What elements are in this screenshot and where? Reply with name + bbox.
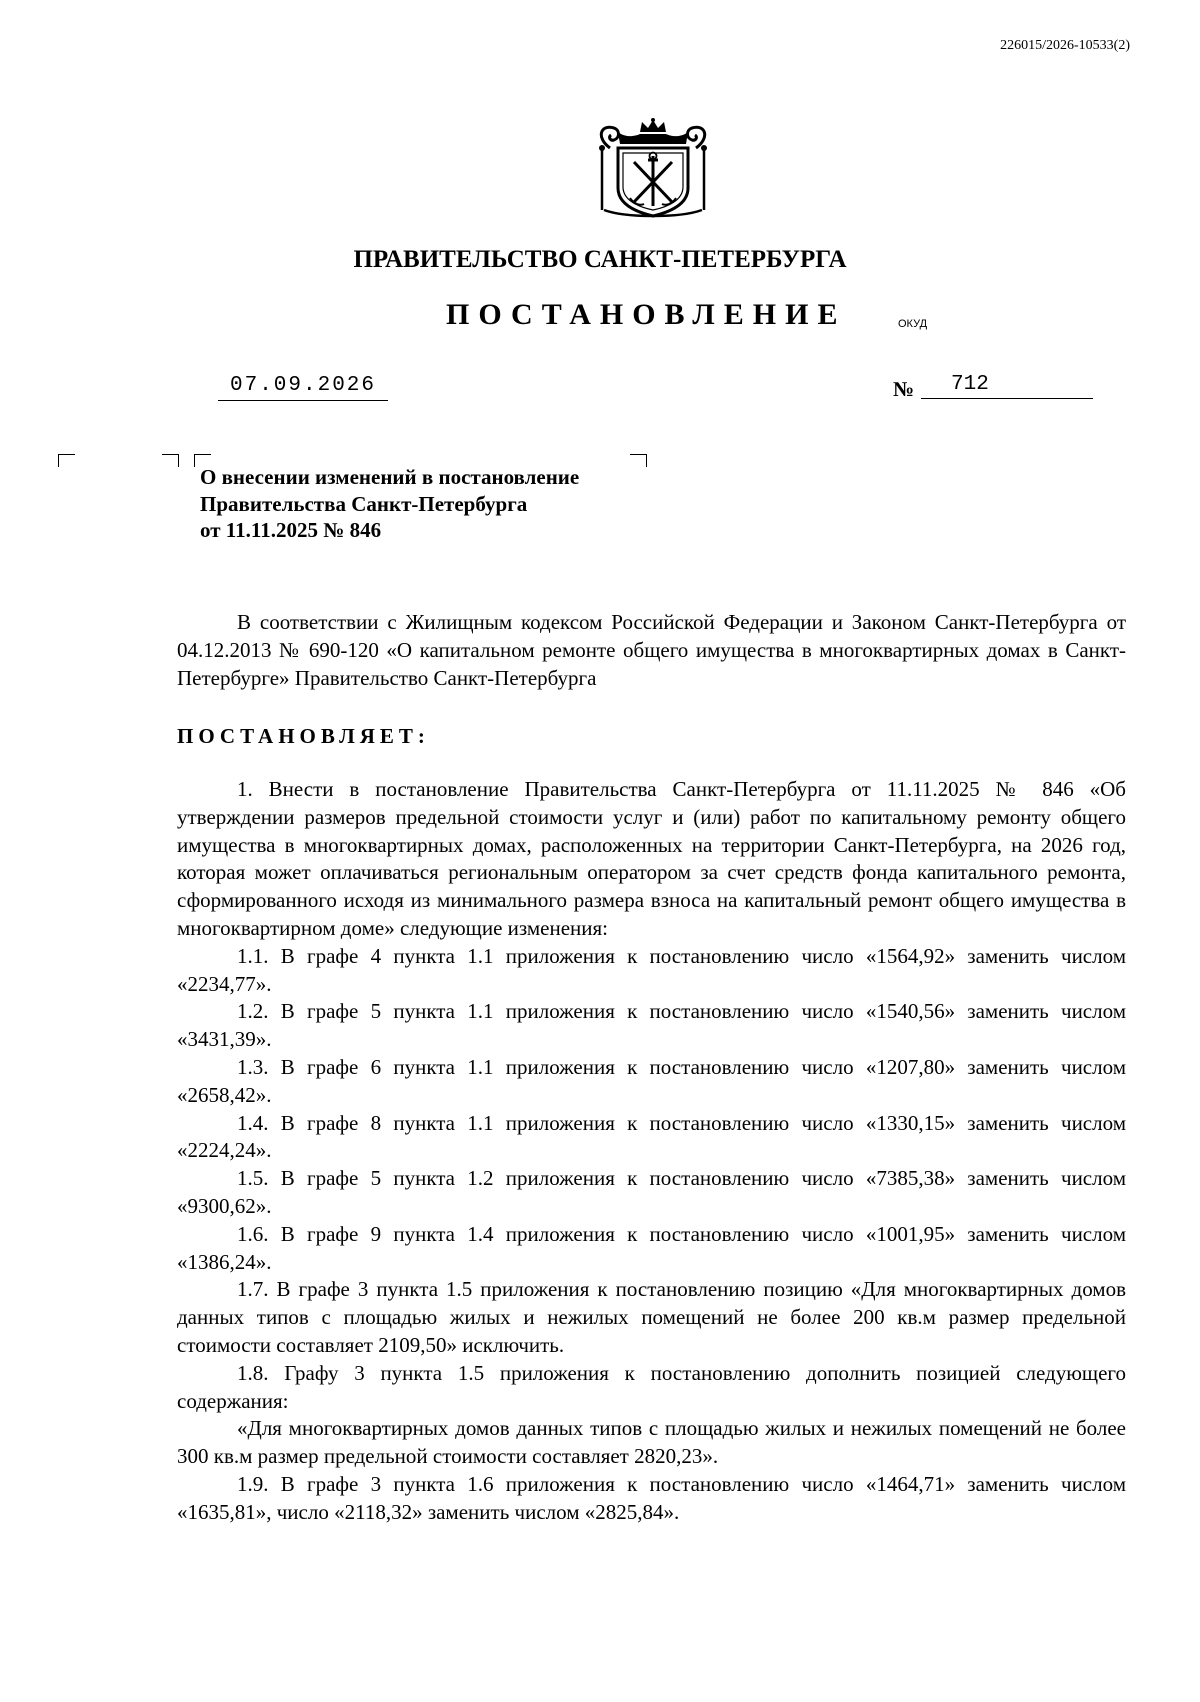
resolution-item: 1.4. В графе 8 пункта 1.1 приложения к постановлению число «1330,15» заменить числом «2224,24».	[177, 1110, 1126, 1163]
resolution-items	[177, 776, 1126, 1527]
corner-mark	[58, 454, 75, 467]
preamble	[177, 609, 1126, 692]
document-title	[200, 464, 579, 544]
resolution-item: 1.9. В графе 3 пункта 1.6 приложения к постановлению число «1464,71» заменить числом «1635,81», число «2118,32» заменить числом «2825,84».	[177, 1471, 1126, 1524]
resolution-item: «Для многоквартирных домов данных типов с площадью жилых и нежилых помещений не более 300 кв.м размер предельной стоимости составляет 2820,23».	[177, 1416, 1126, 1469]
resolution-item: 1.6. В графе 9 пункта 1.4 приложения к постановлению число «1001,95» заменить числом «1386,24».	[177, 1221, 1126, 1274]
corner-mark	[162, 454, 179, 467]
number-label: №	[893, 377, 915, 401]
document-number: 712	[921, 372, 1093, 399]
document-type: ПОСТАНОВЛЕНИЕ	[446, 298, 847, 331]
resolution-item: 1.7. В графе 3 пункта 1.5 приложения к постановлению позицию «Для многоквартирных домов данных типов с площадью жилых и нежилых помещений не более 200 кв.м размер предельной стоимости составляет 2109,50» исключить.	[177, 1277, 1126, 1357]
resolution-item: 1.1. В графе 4 пункта 1.1 приложения к постановлению число «1564,92» заменить числом «2234,77».	[177, 943, 1126, 996]
resolution-item: 1.5. В графе 5 пункта 1.2 приложения к постановлению число «7385,38» заменить числом «9300,62».	[177, 1166, 1126, 1218]
title-line: Правительства Санкт-Петербурга	[200, 491, 528, 516]
okud-label: ОКУД	[898, 318, 928, 330]
title-line: О внесении изменений в постановление	[200, 465, 580, 489]
document-date: 07.09.2026	[218, 372, 388, 401]
resolution-item: 1. Внести в постановление Правительства Санкт-Петербурга от 11.11.2025 № 846 «Об утверждении размеров предельной стоимости услуг и (или) работ по капитальному ремонту общего имущества в многоквартирных домах, расположенных на территории Санкт-Петербурга, на 2026 год, которая может оплачиваться региональным оператором за счет средств фонда капитального ремонта, сформированного исходя из минимального размера взноса на капитальный ремонт общего имущества в многоквартирном доме» следующие изменения:	[177, 777, 1126, 940]
document-registration-number: 226015/2026-10533(2)	[1000, 38, 1130, 53]
corner-mark	[630, 454, 647, 467]
resolution-item: 1.8. Графу 3 пункта 1.5 приложения к постановлению дополнить позицией следующего содержания:	[177, 1360, 1126, 1413]
preamble-text: В соответствии с Жилищным кодексом Российской Федерации и Законом Санкт-Петербурга от 04.12.2013 № 690-120 «О капитальном ремонте общего имущества в многоквартирных домах в Санкт-Петербурге» Правительство Санкт-Петербурга	[177, 610, 1126, 690]
resolution-item: 1.3. В графе 6 пункта 1.1 приложения к постановлению число «1207,80» заменить числом «2658,42».	[177, 1054, 1126, 1107]
resolution-item: 1.2. В графе 5 пункта 1.1 приложения к постановлению число «1540,56» заменить числом «3431,39».	[177, 999, 1126, 1052]
government-name: ПРАВИТЕЛЬСТВО САНКТ-ПЕТЕРБУРГА	[353, 246, 847, 273]
resolves-heading: ПОСТАНОВЛЯЕТ:	[177, 724, 430, 748]
coat-of-arms-emblem	[590, 118, 716, 220]
title-line: от 11.11.2025 № 846	[200, 518, 382, 542]
